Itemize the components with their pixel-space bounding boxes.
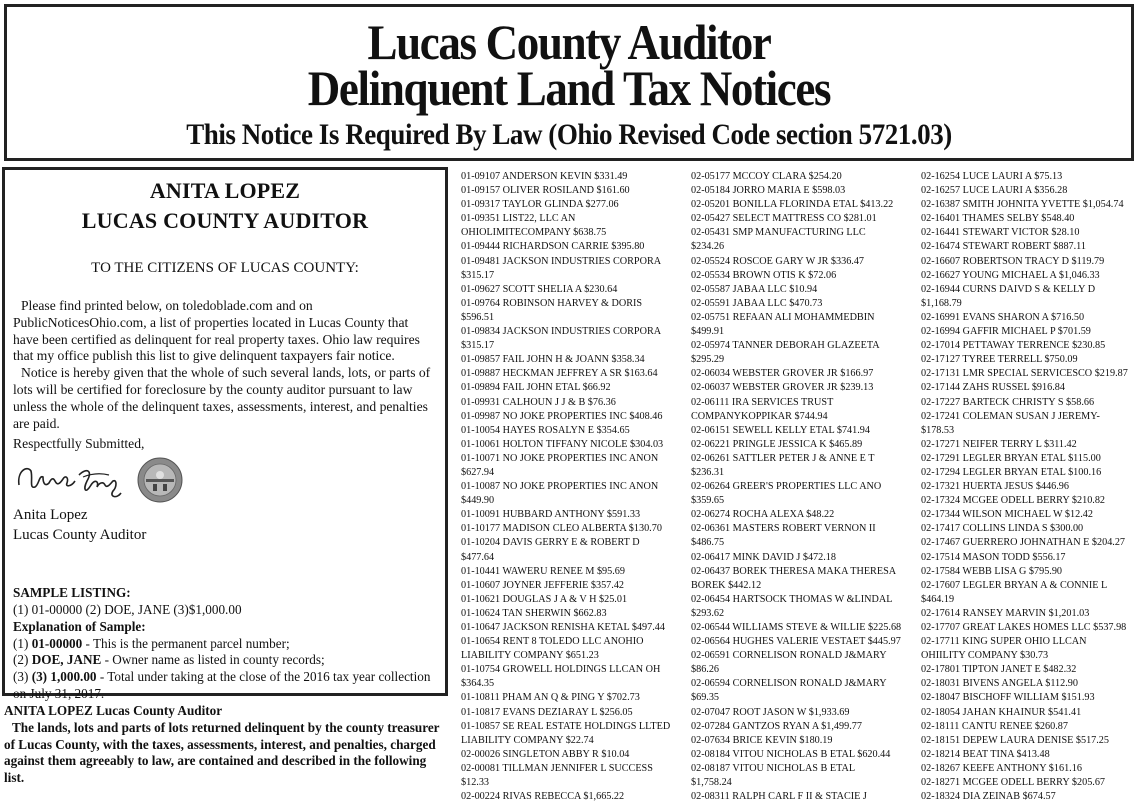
list-item: 01-10607 JOYNER JEFFERIE $357.42 xyxy=(461,579,625,591)
list-item: 02-06264 GREER'S PROPERTIES LLC ANO xyxy=(691,481,882,493)
explanation-item: (1) 01-00000 - This is the permanent parcel number; xyxy=(13,635,290,651)
list-item: 02-18047 BISCHOFF WILLIAM $151.93 xyxy=(921,692,1095,704)
notice-paragraph-2: Notice is hereby given that the whole of such several lands, lots, or parts of lots will be certified for foreclosure by the county auditor pursuant to law unless the whole of the delinquent taxes, assessments, interest, and penalties are paid. xyxy=(13,365,431,431)
list-item: 02-06361 MASTERS ROBERT VERNON II xyxy=(691,523,876,535)
list-item: $236.31 xyxy=(691,466,725,478)
intro-title: ANITA LOPEZ Lucas County Auditor xyxy=(4,703,223,718)
list-item: $315.17 xyxy=(461,269,495,281)
signature-icon xyxy=(13,457,133,503)
list-item: $69.35 xyxy=(691,692,720,704)
list-item: 02-17707 GREAT LAKES HOMES LLC $537.98 xyxy=(921,622,1127,633)
list-item: 01-10857 SE REAL ESTATE HOLDINGS LLTED xyxy=(461,720,671,732)
list-item: 02-05587 JABAA LLC $10.94 xyxy=(691,283,818,295)
list-item: OHIILITY COMPANY $30.73 xyxy=(921,650,1049,662)
list-item: 01-10177 MADISON CLEO ALBERTA $130.70 xyxy=(461,523,662,535)
list-item: 02-06437 BOREK THERESA MAKA THERESA xyxy=(691,565,897,577)
list-item: 01-10811 PHAM AN Q & PING Y $702.73 xyxy=(461,692,640,704)
notice-paragraph-1: Please find printed below, on toledoblade.com and on PublicNoticesOhio.com, a list of properties located in Lucas County that have been certified as delinquent for real property taxes. Ohio law requires that my office publish this list to give delinquent taxpayers fair notice. xyxy=(13,298,420,364)
list-item: 02-18324 DIA ZEINAB $674.57 xyxy=(921,791,1056,803)
list-item: $1,758.24 xyxy=(691,777,732,789)
list-item: 02-06151 SEWELL KELLY ETAL $741.94 xyxy=(691,424,870,436)
list-item: 01-10654 RENT 8 TOLEDO LLC ANOHIO xyxy=(461,636,644,648)
list-item: 02-06274 ROCHA ALEXA $48.22 xyxy=(691,509,835,521)
closing-text: Respectfully Submitted, xyxy=(13,436,145,452)
list-item: 01-09444 RICHARDSON CARRIE $395.80 xyxy=(461,241,645,253)
intro-body: The lands, lots and parts of lots returned delinquent by the county treasurer of Lucas County, with the taxes, assessments, interest, and penalties, charged against them agreeably to law, are contained and described in the following list. xyxy=(4,719,440,786)
list-item: 02-17324 MCGEE ODELL BERRY $210.82 xyxy=(921,495,1106,507)
list-item: $464.19 xyxy=(921,593,955,605)
list-item: 02-17344 WILSON MICHAEL W $12.42 xyxy=(921,509,1093,521)
list-item: 01-10087 NO JOKE PROPERTIES INC ANON xyxy=(461,481,659,493)
list-item: 01-10054 HAYES ROSALYN E $354.65 xyxy=(461,424,630,436)
auditor-notice-box xyxy=(2,167,448,701)
list-item: 02-17014 PETTAWAY TERRENCE $230.85 xyxy=(921,340,1106,352)
list-item: $477.64 xyxy=(461,551,495,563)
list-item: 01-09481 JACKSON INDUSTRIES CORPORA xyxy=(461,255,662,267)
list-item: 02-05591 JABAA LLC $470.73 xyxy=(691,297,823,309)
sample-listing xyxy=(13,585,437,703)
list-item: 02-18271 MCGEE ODELL BERRY $205.67 xyxy=(921,777,1106,789)
list-item: 02-16401 THAMES SELBY $548.40 xyxy=(921,213,1075,225)
list-item: 02-05524 ROSCOE GARY W JR $336.47 xyxy=(691,255,865,267)
masthead-title: Lucas County Auditor xyxy=(367,14,771,70)
list-item: LIABILITY COMPANY $22.74 xyxy=(461,734,594,746)
list-item: 02-16944 CURNS DAIVD S & KELLY D xyxy=(921,283,1096,295)
list-item: $359.65 xyxy=(691,495,725,507)
list-item: 02-17801 TIPTON JANET E $482.32 xyxy=(921,664,1077,676)
masthead xyxy=(4,4,1134,161)
list-item: 01-10624 TAN SHERWIN $662.83 xyxy=(461,607,607,619)
list-item: 01-10754 GROWELL HOLDINGS LLCAN OH xyxy=(461,664,661,676)
list-item: $295.29 xyxy=(691,354,725,366)
list-item: 02-06591 CORNELISON RONALD J&MARY xyxy=(691,650,887,662)
list-item: 02-05177 MCCOY CLARA $254.20 xyxy=(691,171,842,182)
list-item: 02-16474 STEWART ROBERT $887.11 xyxy=(921,241,1086,253)
list-item: $486.75 xyxy=(691,537,725,549)
list-item: 02-17271 NEIFER TERRY L $311.42 xyxy=(921,438,1077,450)
list-item: $315.17 xyxy=(461,340,495,352)
list-item: 02-17291 LEGLER BRYAN ETAL $115.00 xyxy=(921,452,1101,464)
list-item: 02-05427 SELECT MATTRESS CO $281.01 xyxy=(691,213,877,225)
list-item: 02-16994 GAFFIR MICHAEL P $701.59 xyxy=(921,326,1091,338)
county-seal-icon xyxy=(137,457,183,503)
list-item: 01-09317 TAYLOR GLINDA $277.06 xyxy=(461,199,619,211)
list-item: 02-17144 ZAHS RUSSEL $916.84 xyxy=(921,382,1065,394)
list-item: 02-16254 LUCE LAURI A $75.13 xyxy=(921,171,1063,182)
list-item: 02-18267 KEEFE ANTHONY $161.16 xyxy=(921,762,1082,774)
list-item: 01-09931 CALHOUN J J & B $76.36 xyxy=(461,396,616,408)
list-item: 02-06261 SATTLER PETER J & ANNE E T xyxy=(691,452,875,464)
list-item: $293.62 xyxy=(691,607,725,619)
list-item: 02-17131 LMR SPECIAL SERVICESCO $219.87 xyxy=(921,368,1128,380)
list-item: 02-17294 LEGLER BRYAN ETAL $100.16 xyxy=(921,466,1102,478)
list-item: 02-08187 VITOU NICHOLAS B ETAL xyxy=(691,762,856,774)
list-item: 02-05974 TANNER DEBORAH GLAZEETA xyxy=(691,340,880,352)
list-item: 02-17514 MASON TODD $556.17 xyxy=(921,551,1066,563)
explanation-item: (2) DOE, JANE - Owner name as listed in county records; xyxy=(13,652,325,668)
list-item: $364.35 xyxy=(461,678,495,690)
list-item: 02-06454 HARTSOCK THOMAS W &LINDAL xyxy=(691,593,893,605)
list-item: 02-16387 SMITH JOHNITA YVETTE $1,054.74 xyxy=(921,199,1124,211)
list-item: $1,168.79 xyxy=(921,297,962,309)
list-item: 02-16441 STEWART VICTOR $28.10 xyxy=(921,227,1080,239)
masthead-subtitle: Delinquent Land Tax Notices xyxy=(307,60,831,116)
list-item: 02-17127 TYREE TERRELL $750.09 xyxy=(921,354,1078,366)
list-item: 02-17607 LEGLER BRYAN A & CONNIE L xyxy=(921,579,1108,591)
list-item: 02-05751 REFAAN ALI MOHAMMEDBIN xyxy=(691,311,875,323)
list-item: BOREK $442.12 xyxy=(691,579,762,591)
list-item: 01-10204 DAVIS GERRY E & ROBERT D xyxy=(461,537,640,549)
list-item: 01-09834 JACKSON INDUSTRIES CORPORA xyxy=(461,326,662,338)
list-item: $178.53 xyxy=(921,424,955,436)
list-item: 01-09987 NO JOKE PROPERTIES INC $408.46 xyxy=(461,410,663,422)
list-item: 01-09107 ANDERSON KEVIN $331.49 xyxy=(461,171,628,182)
list-item: 02-00026 SINGLETON ABBY R $10.04 xyxy=(461,748,630,760)
list-item: $86.26 xyxy=(691,664,720,676)
list-item: 02-17467 GUERRERO JOHNATHAN E $204.27 xyxy=(921,537,1126,549)
list-item: 02-05201 BONILLA FLORINDA ETAL $413.22 xyxy=(691,199,894,211)
list-item: 02-18214 BEAT TINA $413.48 xyxy=(921,748,1050,760)
list-item: 02-17417 COLLINS LINDA S $300.00 xyxy=(921,523,1084,535)
list-item: 02-16991 EVANS SHARON A $716.50 xyxy=(921,311,1085,323)
list-item: 02-17584 WEBB LISA G $795.90 xyxy=(921,565,1063,577)
list-item: 02-06037 WEBSTER GROVER JR $239.13 xyxy=(691,382,874,394)
list-item: 01-10071 NO JOKE PROPERTIES INC ANON xyxy=(461,452,659,464)
list-item: 02-05534 BROWN OTIS K $72.06 xyxy=(691,269,837,281)
list-item: 02-16607 ROBERTSON TRACY D $119.79 xyxy=(921,255,1105,267)
list-item: OHIOLIMITECOMPANY $638.75 xyxy=(461,227,607,239)
list-item: 02-17711 KING SUPER OHIO LLCAN xyxy=(921,636,1087,648)
list-item: 01-09627 SCOTT SHELIA A $230.64 xyxy=(461,283,618,295)
list-item: 02-16627 YOUNG MICHAEL A $1,046.33 xyxy=(921,269,1100,281)
list-item: 02-17227 BARTECK CHRISTY S $58.66 xyxy=(921,396,1095,408)
list-item: 02-05431 SMP MANUFACTURING LLC xyxy=(691,227,866,239)
list-item: 02-18151 DEPEW LAURA DENISE $517.25 xyxy=(921,734,1109,746)
listings-column-2 xyxy=(691,170,921,803)
list-item: 01-10621 DOUGLAS J A & V H $25.01 xyxy=(461,593,628,605)
list-item: 02-07047 ROOT JASON W $1,933.69 xyxy=(691,706,850,718)
list-item: 01-09857 FAIL JOHN H & JOANN $358.34 xyxy=(461,354,645,366)
list-item: 01-10647 JACKSON RENISHA KETAL $497.44 xyxy=(461,622,665,633)
list-item: $449.90 xyxy=(461,495,495,507)
list-item: 01-10091 HUBBARD ANTHONY $591.33 xyxy=(461,509,641,521)
list-item: 02-06111 IRA SERVICES TRUST xyxy=(691,396,834,408)
list-item: $499.91 xyxy=(691,326,725,338)
list-item: 01-10441 WAWERU RENEE M $95.69 xyxy=(461,565,625,577)
list-item: 02-06221 PRINGLE JESSICA K $465.89 xyxy=(691,438,863,450)
list-item: 02-17241 COLEMAN SUSAN J JEREMY- xyxy=(921,410,1100,422)
list-item: 02-06544 WILLIAMS STEVE & WILLIE $225.68 xyxy=(691,622,902,633)
list-item: 02-05184 JORRO MARIA E $598.03 xyxy=(691,185,846,197)
list-item: COMPANYKOPPIKAR $744.94 xyxy=(691,410,828,422)
list-item: 01-09764 ROBINSON HARVEY & DORIS xyxy=(461,297,643,309)
list-item: 02-00081 TILLMAN JENNIFER L SUCCESS xyxy=(461,762,653,774)
list-item: $596.51 xyxy=(461,311,495,323)
auditor-name-heading: ANITA LOPEZ xyxy=(149,178,301,203)
list-item: 02-18111 CANTU RENEE $260.87 xyxy=(921,720,1068,732)
list-item: $12.33 xyxy=(461,777,490,789)
list-item: 02-06417 MINK DAVID J $472.18 xyxy=(691,551,836,563)
signature-row xyxy=(13,455,437,505)
signer-name: Anita Lopez xyxy=(13,507,88,524)
salutation: TO THE CITIZENS OF LUCAS COUNTY: xyxy=(91,260,359,276)
list-item: 02-08311 RALPH CARL F II & STACIE J xyxy=(691,791,867,803)
sample-heading: SAMPLE LISTING: xyxy=(13,585,131,601)
list-item: 02-08184 VITOU NICHOLAS B ETAL $620.44 xyxy=(691,748,891,760)
list-item: 02-00224 RIVAS REBECCA $1,665.22 xyxy=(461,791,625,803)
delinquent-list-intro xyxy=(4,703,444,787)
masthead-legal-notice: This Notice Is Required By Law (Ohio Revised Code section 5721.03) xyxy=(186,118,952,151)
listings-column-1 xyxy=(461,170,691,803)
list-item: 01-09157 OLIVER ROSILAND $161.60 xyxy=(461,185,630,197)
list-item: 01-09887 HECKMAN JEFFREY A SR $163.64 xyxy=(461,368,658,380)
list-item: 02-06594 CORNELISON RONALD J&MARY xyxy=(691,678,887,690)
list-item: 02-17321 HUERTA JESUS $446.96 xyxy=(921,481,1069,493)
list-item: $234.26 xyxy=(691,241,725,253)
list-item: LIABILITY COMPANY $651.23 xyxy=(461,650,599,662)
list-item: 02-16257 LUCE LAURI A $356.28 xyxy=(921,185,1068,197)
list-item: 01-09351 LIST22, LLC AN xyxy=(461,213,576,225)
list-item: 01-10061 HOLTON TIFFANY NICOLE $304.03 xyxy=(461,438,664,450)
list-item: $627.94 xyxy=(461,466,495,478)
signer-title: Lucas County Auditor xyxy=(13,527,147,544)
sample-example: (1) 01-00000 (2) DOE, JANE (3)$1,000.00 xyxy=(13,601,242,617)
list-item: 02-18031 BIVENS ANGELA $112.90 xyxy=(921,678,1078,690)
list-item: 02-06034 WEBSTER GROVER JR $166.97 xyxy=(691,368,874,380)
list-item: 02-06564 HUGHES VALERIE VESTAET $445.97 xyxy=(691,636,901,648)
list-item: 01-10817 EVANS DEZIARAY L $256.05 xyxy=(461,706,633,718)
list-item: 02-17614 RANSEY MARVIN $1,201.03 xyxy=(921,607,1090,619)
explanation-heading: Explanation of Sample: xyxy=(13,618,146,634)
list-item: 02-07634 BRICE KEVIN $180.19 xyxy=(691,734,833,746)
list-item: 01-09894 FAIL JOHN ETAL $66.92 xyxy=(461,382,611,394)
auditor-title-heading: LUCAS COUNTY AUDITOR xyxy=(81,208,369,233)
list-item: 02-18054 JAHAN KHAINUR $541.41 xyxy=(921,706,1082,718)
listings-column-3 xyxy=(921,170,1138,803)
explanation-item: (3) (3) 1,000.00 - Total under taking at the close of the 2016 tax year collection on July 31, 2017. xyxy=(13,669,431,701)
list-item: 02-07284 GANTZOS RYAN A $1,499.77 xyxy=(691,720,862,732)
